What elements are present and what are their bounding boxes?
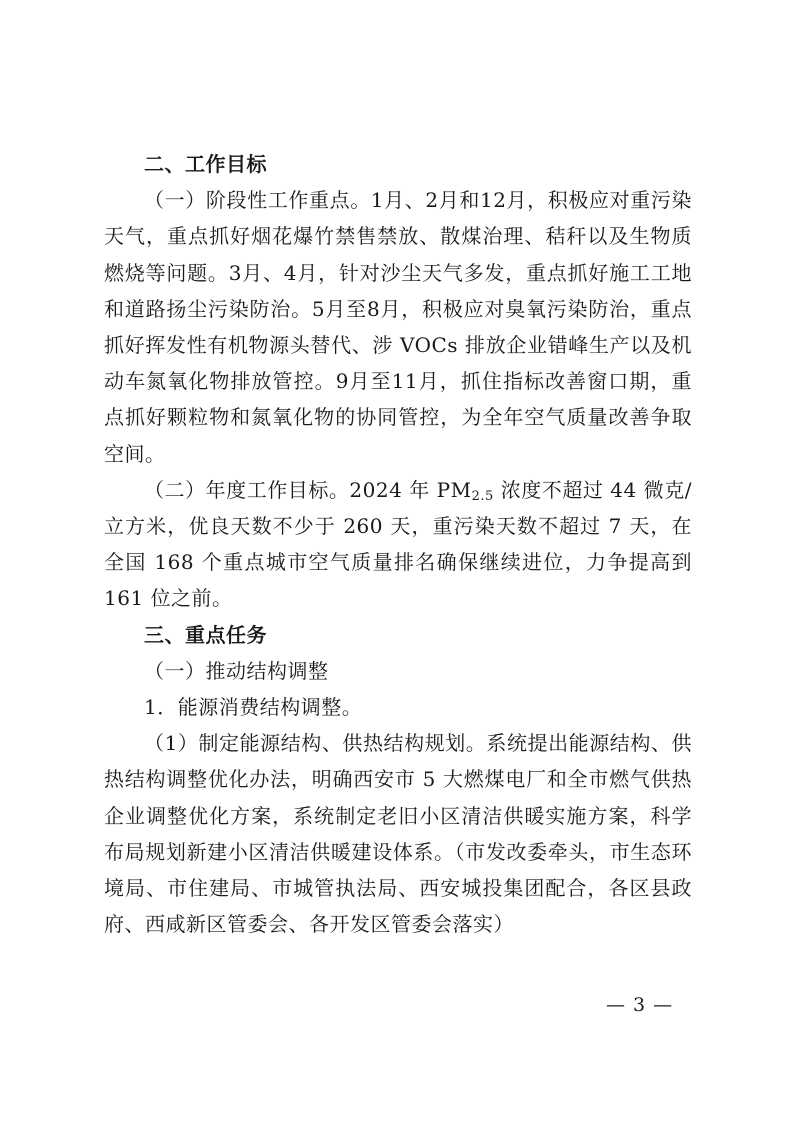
section-heading-work-goals: 二、工作目标	[144, 152, 267, 176]
paragraph-phase-priorities: （一）阶段性工作重点。1月、2月和12月，积极应对重污染天气，重点抓好烟花爆竹禁售禁放、散煤治理、秸秆以及生物质燃烧等问题。3月、4月，针对沙尘天气多发，重点抓好施工工地和道路扬尘污染防治。5月至8月，积极应对臭氧污染防治，重点抓好挥发性有机物源头替代、涉 VOCs 排放企业错峰生产以及机动车氮氧化物排放管控。9月至11月，抓住指标改善窗口期，重点抓好颗粒物和氮氧化物的协同管控，为全年空气质量改善争取空间。	[104, 188, 692, 466]
subsection-heading-structural-adjustment: （一）推动结构调整	[144, 658, 329, 683]
annual-targets-text-end: 浓度不超过 44 微克/立方米，优良天数不少于 260 天，重污染天数不超过 7 天，在全国 168 个重点城市空气质量排名确保继续进位，力争提高到 161 位之前。	[104, 477, 692, 611]
section-heading-key-tasks: 三、重点任务	[144, 622, 267, 647]
page-number: — 3 —	[606, 994, 674, 1016]
pm25-subscript: 2.5	[471, 488, 494, 504]
annual-targets-text-start: （二）年度工作目标。2024 年 PM	[144, 477, 472, 502]
paragraph-annual-targets	[104, 472, 692, 617]
item-energy-consumption-structure: 1．能源消费结构调整。	[144, 695, 363, 720]
document-body	[104, 146, 692, 942]
paragraph-energy-heating-planning: （1）制定能源结构、供热结构规划。系统提出能源结构、供热结构调整优化办法，明确西安市 5 大燃煤电厂和全市燃气供热企业调整优化方案，系统制定老旧小区清洁供暖实施方案，科学布局规划新建小区清洁供暖建设体系。（市发改委牵头，市生态环境局、市住建局、市城管执法局、西安城投集团配合，各区县政府、西咸新区管委会、各开发区管委会落实）	[104, 731, 692, 937]
